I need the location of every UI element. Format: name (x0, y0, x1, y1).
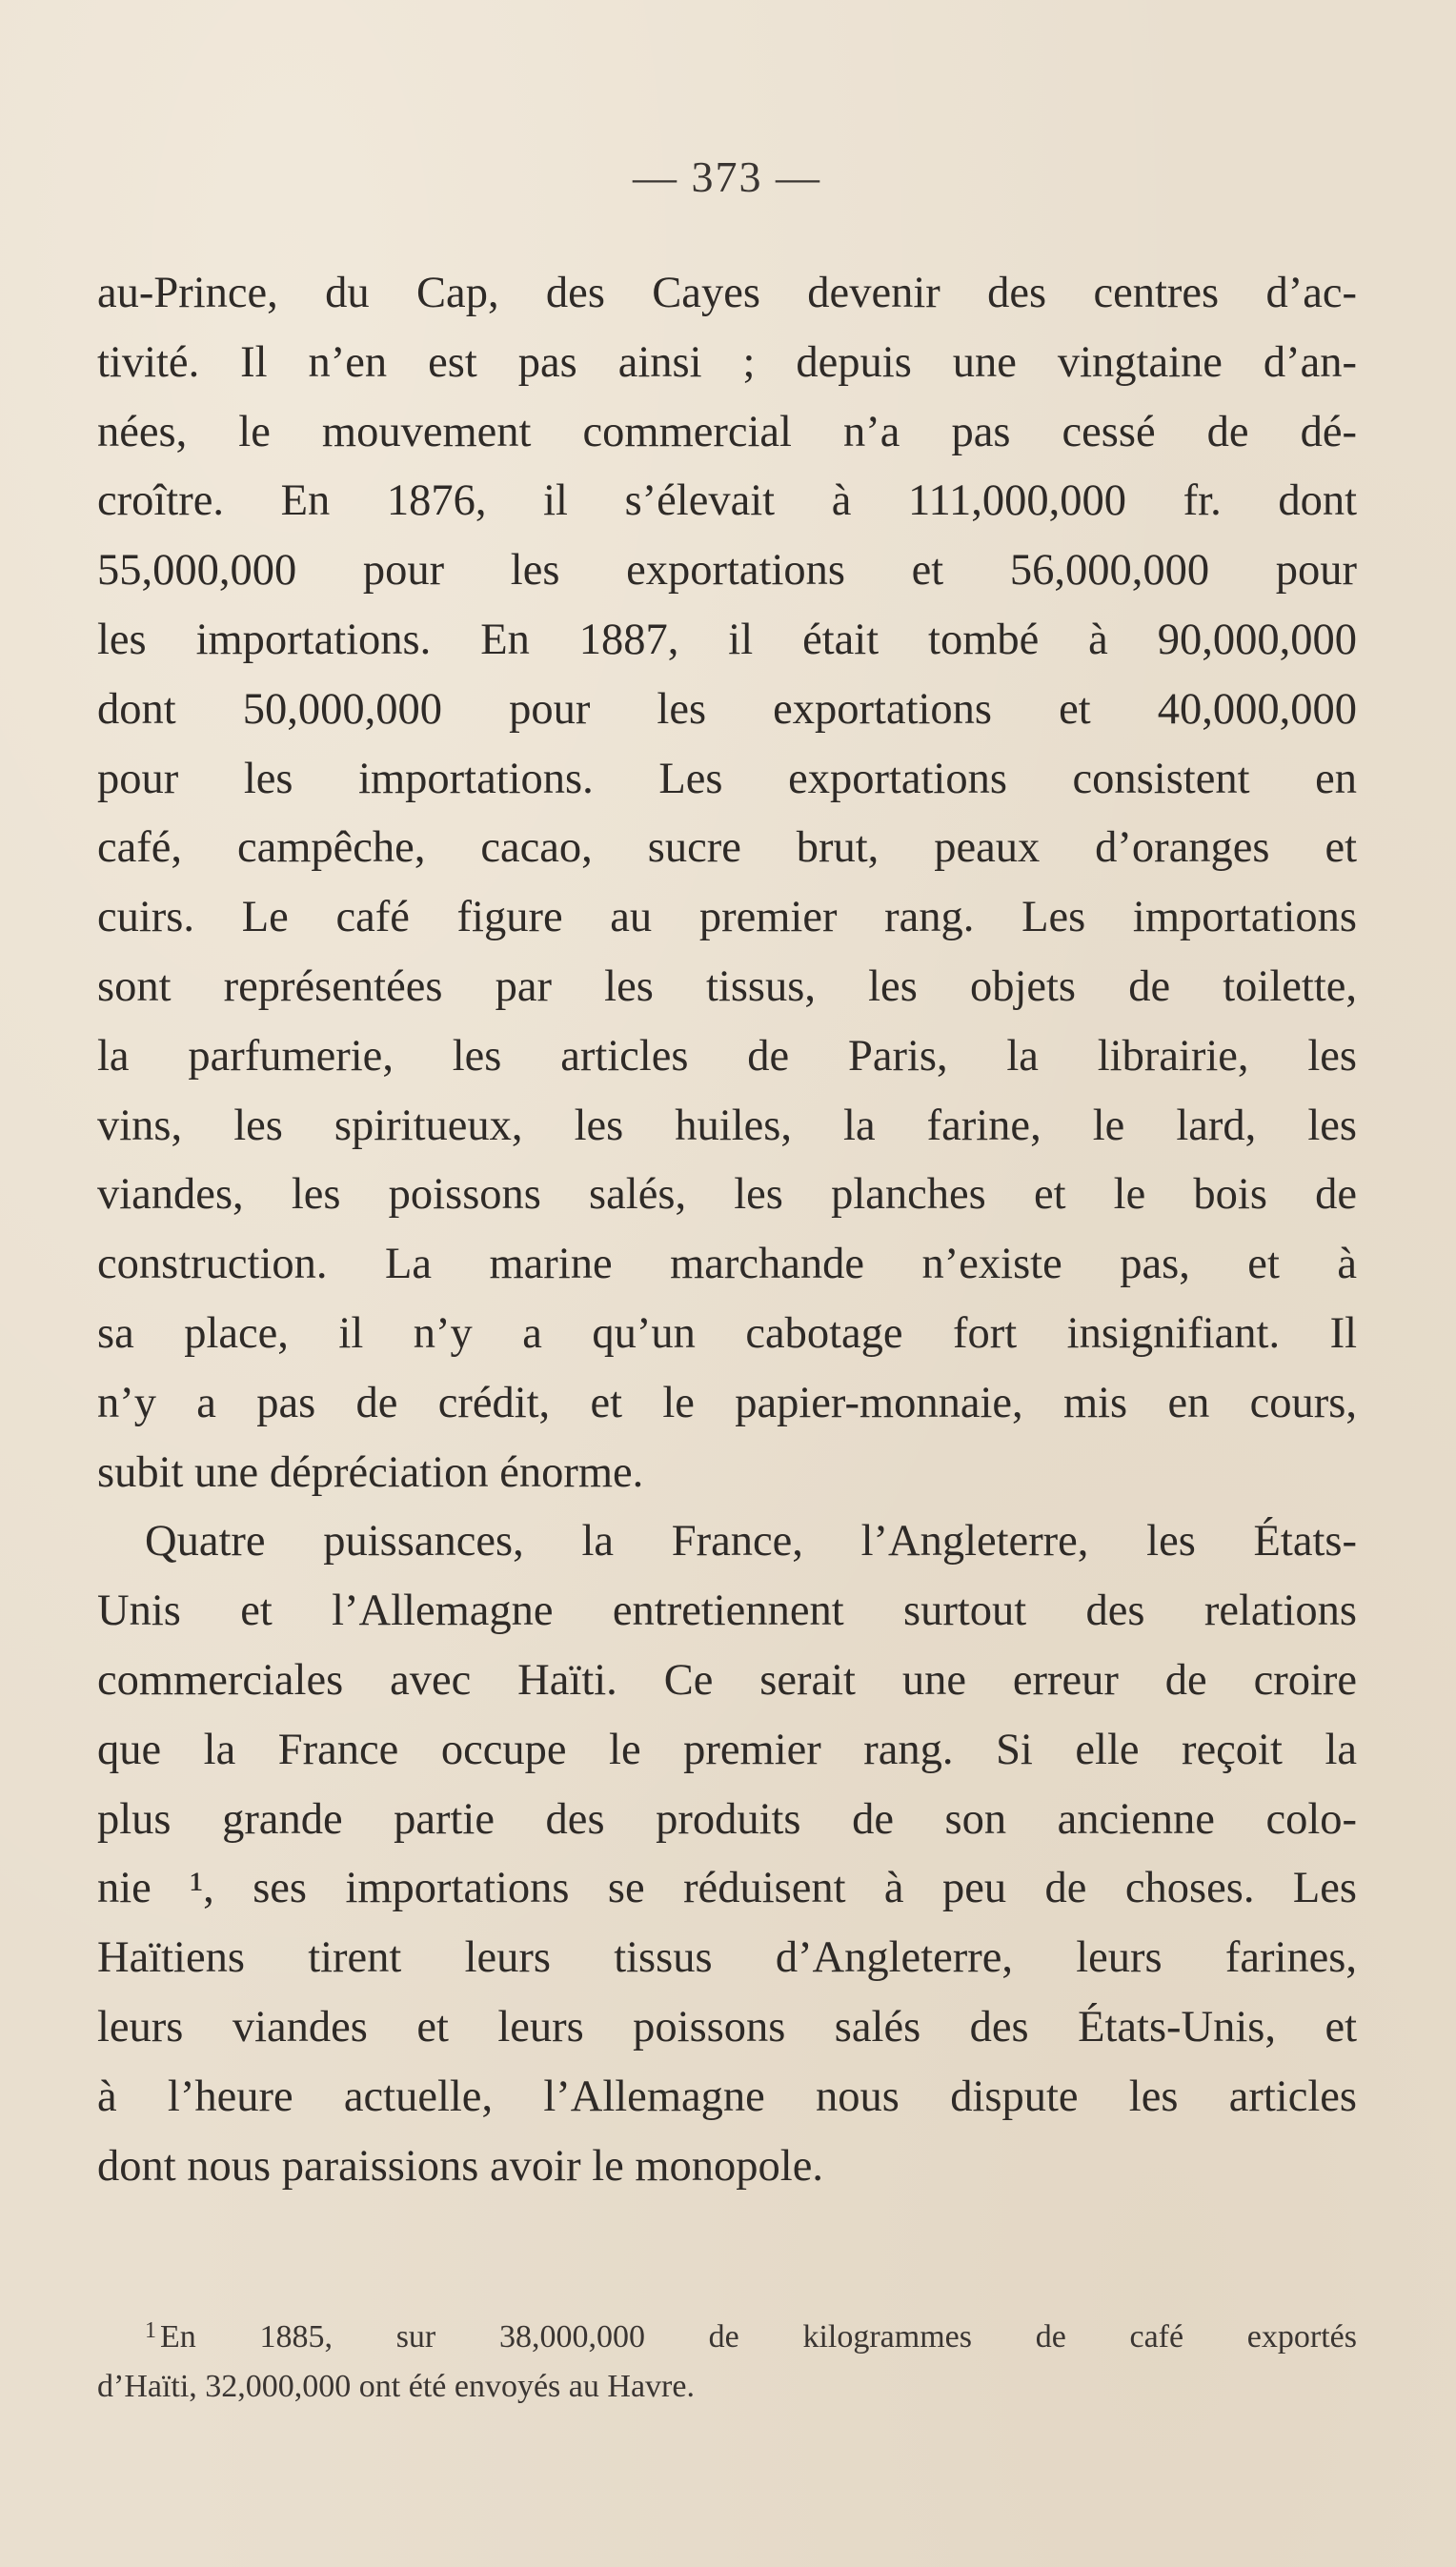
text-line: dont 50,000,000 pour les exportations et 40,000,000 (97, 684, 1357, 734)
text-line: croître. En 1876, il s’élevait à 111,000,000 fr. dont (97, 476, 1357, 526)
book-page (97, 143, 1357, 2506)
text-line: n’y a pas de crédit, et le papier-monnaie, mis en cours, (97, 1378, 1357, 1427)
paragraph-1 (97, 259, 1357, 1507)
text-line: les importations. En 1887, il était tombé à 90,000,000 (97, 615, 1357, 664)
text-line: sont représentées par les tissus, les objets de toilette, (97, 961, 1357, 1011)
text-line: nie ¹, ses importations se réduisent à peu de choses. Les (97, 1864, 1357, 1913)
paragraph-2 (97, 1507, 1357, 2201)
footnote-text: En 1885, sur 38,000,000 de kilogrammes de café exportés (160, 2319, 1357, 2355)
text-line: dont nous paraissions avoir le monopole. (97, 2141, 823, 2191)
spacer (97, 2201, 1357, 2306)
footnote-line: d’Haïti, 32,000,000 ont été envoyés au Havre. (97, 2369, 695, 2405)
text-line: 55,000,000 pour les exportations et 56,000,000 pour (97, 546, 1357, 596)
text-line: à l’heure actuelle, l’Allemagne nous dispute les articles (97, 2072, 1357, 2121)
footnote-line (97, 2306, 1357, 2362)
text-line: subit une dépréciation énorme. (97, 1447, 644, 1497)
text-line: leurs viandes et leurs poissons salés des États-Unis, et (97, 2002, 1357, 2052)
text-line: Quatre puissances, la France, l’Angleterre, les États- (145, 1517, 1357, 1566)
text-line: nées, le mouvement commercial n’a pas cessé de dé- (97, 407, 1357, 456)
text-line: plus grande partie des produits de son ancienne colo- (97, 1794, 1357, 1844)
text-line: viandes, les poissons salés, les planches et le bois de (97, 1170, 1357, 1220)
text-line: vins, les spiritueux, les huiles, la farine, le lard, les (97, 1101, 1357, 1150)
text-line: au-Prince, du Cap, des Cayes devenir des centres d’ac- (97, 269, 1357, 317)
text-line: sa place, il n’y a qu’un cabotage fort insignifiant. Il (97, 1308, 1357, 1358)
text-line: cuirs. Le café figure au premier rang. Les importations (97, 893, 1357, 942)
text-line: commerciales avec Haïti. Ce serait une erreur de croire (97, 1655, 1357, 1705)
text-line: Unis et l’Allemagne entretiennent surtout des relations (97, 1587, 1357, 1636)
text-line: construction. La marine marchande n’existe pas, et à (97, 1240, 1357, 1289)
text-line: tivité. Il n’en est pas ainsi ; depuis une vingtaine d’an- (97, 337, 1357, 387)
page-number: — 373 — (633, 152, 821, 201)
footnote (97, 2306, 1357, 2412)
text-line: Haïtiens tirent leurs tissus d’Angleterre, leurs farines, (97, 1933, 1357, 1983)
text-line: que la France occupe le premier rang. Si elle reçoit la (97, 1725, 1357, 1774)
text-line: pour les importations. Les exportations consistent en (97, 754, 1357, 803)
text-line: café, campêche, cacao, sucre brut, peaux d’oranges et (97, 823, 1357, 873)
text-line: la parfumerie, les articles de Paris, la librairie, les (97, 1031, 1357, 1081)
footnote-marker: 1 (145, 2318, 156, 2344)
